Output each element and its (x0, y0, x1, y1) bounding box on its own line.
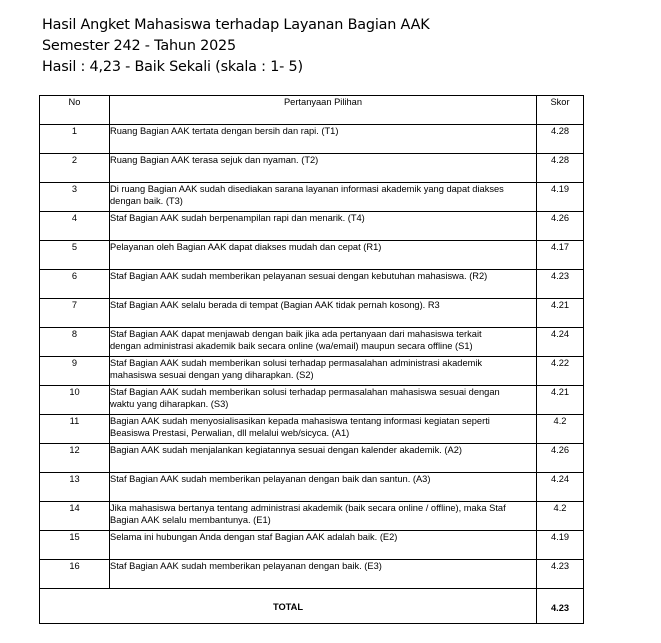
question-cell (110, 415, 537, 444)
question-cell (110, 502, 537, 531)
question-text: Pelayanan oleh Bagian AAK dapat diakses mudah dan cepat (R1) (110, 242, 382, 252)
question-cell (110, 125, 537, 154)
row-number: 15 (40, 531, 110, 560)
row-number: 10 (40, 386, 110, 415)
total-label: TOTAL (40, 589, 537, 624)
document-header (42, 15, 429, 78)
row-number: 16 (40, 560, 110, 589)
row-number: 4 (40, 212, 110, 241)
row-number: 6 (40, 270, 110, 299)
table-row (40, 415, 584, 444)
question-text: Staf Bagian AAK sudah memberikan pelayanan dengan baik dan santun. (A3) (110, 474, 431, 484)
question-cell (110, 299, 537, 328)
score-cell: 4.21 (537, 299, 584, 328)
question-text: Di ruang Bagian AAK sudah disediakan sarana layanan informasi akademik yang dapat diakses (110, 184, 504, 194)
table-row (40, 473, 584, 502)
table-header-row (40, 96, 584, 125)
question-text: Bagian AAK sudah menjalankan kegiatannya sesuai dengan kalender akademik. (A2) (110, 445, 462, 455)
question-text-continued: Beasiswa Prestasi, Perwalian, dll melalui web/sicyca. (A1) (110, 428, 350, 438)
question-text: Staf Bagian AAK sudah memberikan pelayanan sesuai dengan kebutuhan mahasiswa. (R2) (110, 271, 488, 281)
question-cell (110, 241, 537, 270)
question-text: Ruang Bagian AAK tertata dengan bersih dan rapi. (T1) (110, 126, 339, 136)
question-text-continued: dengan administrasi akademik baik secara online (wa/email) maupun secara offline (S1) (110, 341, 473, 351)
report-title: Hasil Angket Mahasiswa terhadap Layanan Bagian AAK (42, 17, 430, 33)
question-cell (110, 531, 537, 560)
score-cell: 4.24 (537, 473, 584, 502)
score-cell: 4.21 (537, 386, 584, 415)
question-text-continued: Bagian AAK selalu membantunya. (E1) (110, 515, 271, 525)
question-text-continued: mahasiswa sesuai dengan yang diharapkan. (S2) (110, 370, 314, 380)
table-row (40, 531, 584, 560)
question-cell (110, 270, 537, 299)
row-number: 7 (40, 299, 110, 328)
total-row (40, 589, 584, 624)
table-body (40, 125, 584, 589)
question-text: Staf Bagian AAK sudah memberikan pelayanan dengan baik. (E3) (110, 561, 382, 571)
question-cell (110, 357, 537, 386)
row-number: 8 (40, 328, 110, 357)
question-cell (110, 183, 537, 212)
question-text: Staf Bagian AAK selalu berada di tempat (Bagian AAK tidak pernah kosong). R3 (110, 300, 440, 310)
question-text-continued: waktu yang diharapkan. (S3) (110, 399, 229, 409)
question-text: Staf Bagian AAK sudah memberikan solusi terhadap permasalahan administrasi akademik (110, 358, 483, 368)
score-cell: 4.19 (537, 183, 584, 212)
row-number: 5 (40, 241, 110, 270)
result-summary: Hasil : 4,23 - Baik Sekali (skala : 1- 5) (42, 59, 303, 75)
score-cell: 4.23 (537, 560, 584, 589)
question-text: Staf Bagian AAK sudah memberikan solusi terhadap permasalahan mahasiswa sesuai dengan (110, 387, 500, 397)
row-number: 9 (40, 357, 110, 386)
table-row (40, 183, 584, 212)
survey-results-table (39, 95, 584, 624)
score-cell: 4.22 (537, 357, 584, 386)
score-cell: 4.28 (537, 125, 584, 154)
row-number: 3 (40, 183, 110, 212)
score-cell: 4.17 (537, 241, 584, 270)
table-row (40, 125, 584, 154)
score-cell: 4.26 (537, 444, 584, 473)
table-row (40, 328, 584, 357)
question-cell (110, 560, 537, 589)
score-cell: 4.26 (537, 212, 584, 241)
table-row (40, 357, 584, 386)
row-number: 2 (40, 154, 110, 183)
score-cell: 4.2 (537, 502, 584, 531)
total-score: 4.23 (537, 589, 584, 624)
row-number: 12 (40, 444, 110, 473)
question-cell (110, 328, 537, 357)
question-text: Bagian AAK sudah menyosialisasikan kepada mahasiswa tentang informasi kegiatan seperti (110, 416, 490, 426)
table-row (40, 241, 584, 270)
question-cell (110, 473, 537, 502)
column-header-no: No (40, 96, 110, 125)
semester-line: Semester 242 - Tahun 2025 (42, 38, 236, 54)
question-cell (110, 386, 537, 415)
table-row (40, 212, 584, 241)
table-row (40, 502, 584, 531)
question-text: Staf Bagian AAK sudah berpenampilan rapi dan menarik. (T4) (110, 213, 365, 223)
table-row (40, 270, 584, 299)
score-cell: 4.28 (537, 154, 584, 183)
score-cell: 4.2 (537, 415, 584, 444)
column-header-question: Pertanyaan Pilihan (110, 96, 537, 125)
score-cell: 4.23 (537, 270, 584, 299)
column-header-score: Skor (537, 96, 584, 125)
table-row (40, 154, 584, 183)
row-number: 11 (40, 415, 110, 444)
score-cell: 4.19 (537, 531, 584, 560)
table-row (40, 386, 584, 415)
question-cell (110, 444, 537, 473)
question-text-continued: dengan baik. (T3) (110, 196, 183, 206)
table-row (40, 560, 584, 589)
question-cell (110, 154, 537, 183)
table-row (40, 299, 584, 328)
question-text: Jika mahasiswa bertanya tentang administrasi akademik (baik secara online / offline), maka Staf (110, 503, 506, 513)
row-number: 14 (40, 502, 110, 531)
question-text: Staf Bagian AAK dapat menjawab dengan baik jika ada pertanyaan dari mahasiswa terkait (110, 329, 482, 339)
question-text: Ruang Bagian AAK terasa sejuk dan nyaman. (T2) (110, 155, 319, 165)
score-cell: 4.24 (537, 328, 584, 357)
table-row (40, 444, 584, 473)
row-number: 13 (40, 473, 110, 502)
question-text: Selama ini hubungan Anda dengan staf Bagian AAK adalah baik. (E2) (110, 532, 398, 542)
question-cell (110, 212, 537, 241)
row-number: 1 (40, 125, 110, 154)
